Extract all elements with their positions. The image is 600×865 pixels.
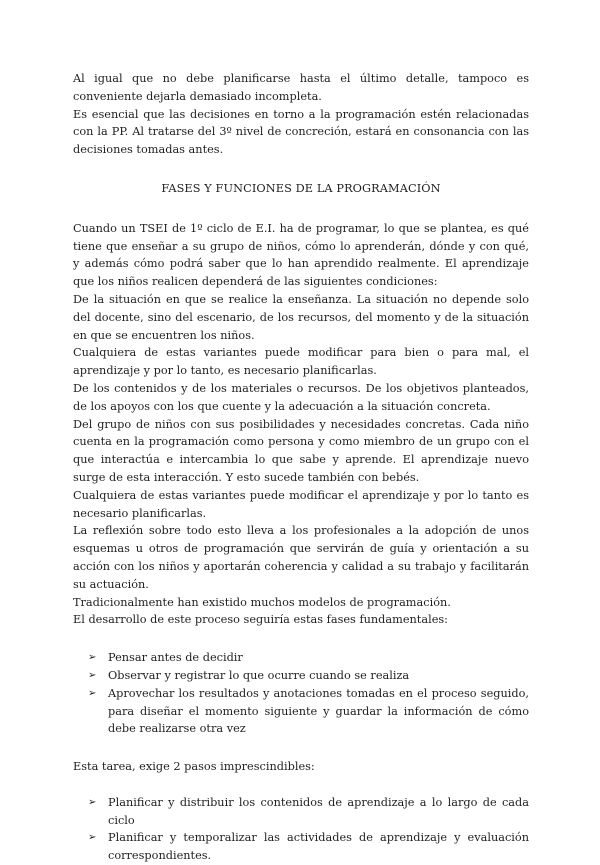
arrow-bullet-icon: ➢ <box>88 652 97 664</box>
arrow-bullet-icon: ➢ <box>88 669 97 681</box>
body-paragraph-4: De los contenidos y de los materiales o recursos. De los objetivos planteados, de los apoyos con los que cuente y la adecuación a la situación concreta. <box>73 381 529 413</box>
intro-paragraph-2: Es esencial que las decisiones en torno a la programación estén relacionadas con la PP. Al tratarse del 3º nivel de concreción, estará en consonancia con las decisiones tomadas antes. <box>73 107 529 157</box>
phase-text: Aprovechar los resultados y anotaciones tomadas en el proceso seguido, para diseñar el momento siguiente y guardar la información de cómo debe realizarse otra vez <box>108 686 529 736</box>
body-paragraph-5: Del grupo de niños con sus posibilidades y necesidades concretas. Cada niño cuenta en la programación como persona y como miembro de un grupo con el que interactúa e intercambia lo que sabe y aprende. El aprendizaje nuevo surge de esta interacción. Y esto sucede también con bebés. <box>73 417 529 484</box>
list-item <box>88 829 529 865</box>
step-text: Planificar y temporalizar las actividades de aprendizaje y evaluación correspondientes. <box>108 831 529 863</box>
task-intro: Esta tarea, exige 2 pasos imprescindibles: <box>73 760 315 774</box>
list-item <box>88 685 529 738</box>
body-paragraph-9: El desarrollo de este proceso seguiría estas fases fundamentales: <box>73 613 448 627</box>
body-paragraph-8: Tradicionalmente han existido muchos modelos de programación. <box>73 595 451 609</box>
intro-paragraph-1: Al igual que no debe planificarse hasta el último detalle, tampoco es conveniente dejarla demasiado incompleta. <box>73 72 529 103</box>
list-item <box>88 794 529 830</box>
body-paragraph-1: Cuando un TSEI de 1º ciclo de E.I. ha de programar, lo que se plantea, es qué tiene que enseñar a su grupo de niños, cómo lo aprenderán, dónde y con qué, y además cómo podrá saber que lo han aprendido realmente. El aprendizaje que los niños realicen dependerá de las siguientes condiciones: <box>73 221 529 289</box>
phase-text: Pensar antes de decidir <box>108 651 243 665</box>
arrow-bullet-icon: ➢ <box>88 687 97 699</box>
section-title: FASES Y FUNCIONES DE LA PROGRAMACIÓN <box>161 181 441 195</box>
list-item <box>88 649 529 667</box>
steps-list <box>73 794 529 865</box>
body-paragraph-7: La reflexión sobre todo esto lleva a los profesionales a la adopción de unos esquemas u otros de programación que servirán de guía y orientación a su acción con los niños y aportarán coherencia y calidad a su trabajo y facilitarán su actuación. <box>73 524 529 591</box>
body-paragraph-3: Cualquiera de estas variantes puede modificar para bien o para mal, el aprendizaje y por lo tanto, es necesario planificarlas. <box>73 346 529 378</box>
body-paragraph-6: Cualquiera de estas variantes puede modificar el aprendizaje y por lo tanto es necesario planificarlas. <box>73 488 529 520</box>
arrow-bullet-icon: ➢ <box>88 796 97 808</box>
arrow-bullet-icon: ➢ <box>88 832 97 844</box>
body-paragraph-2: De la situación en que se realice la enseñanza. La situación no depende solo del docente, sino del escenario, de los recursos, del momento y de la situación en que se encuentren los niños. <box>73 292 529 342</box>
phases-list <box>73 649 529 738</box>
list-item <box>88 667 529 685</box>
step-text: Planificar y distribuir los contenidos de aprendizaje a lo largo de cada ciclo <box>108 795 529 827</box>
phase-text: Observar y registrar lo que ocurre cuando se realiza <box>108 668 410 682</box>
